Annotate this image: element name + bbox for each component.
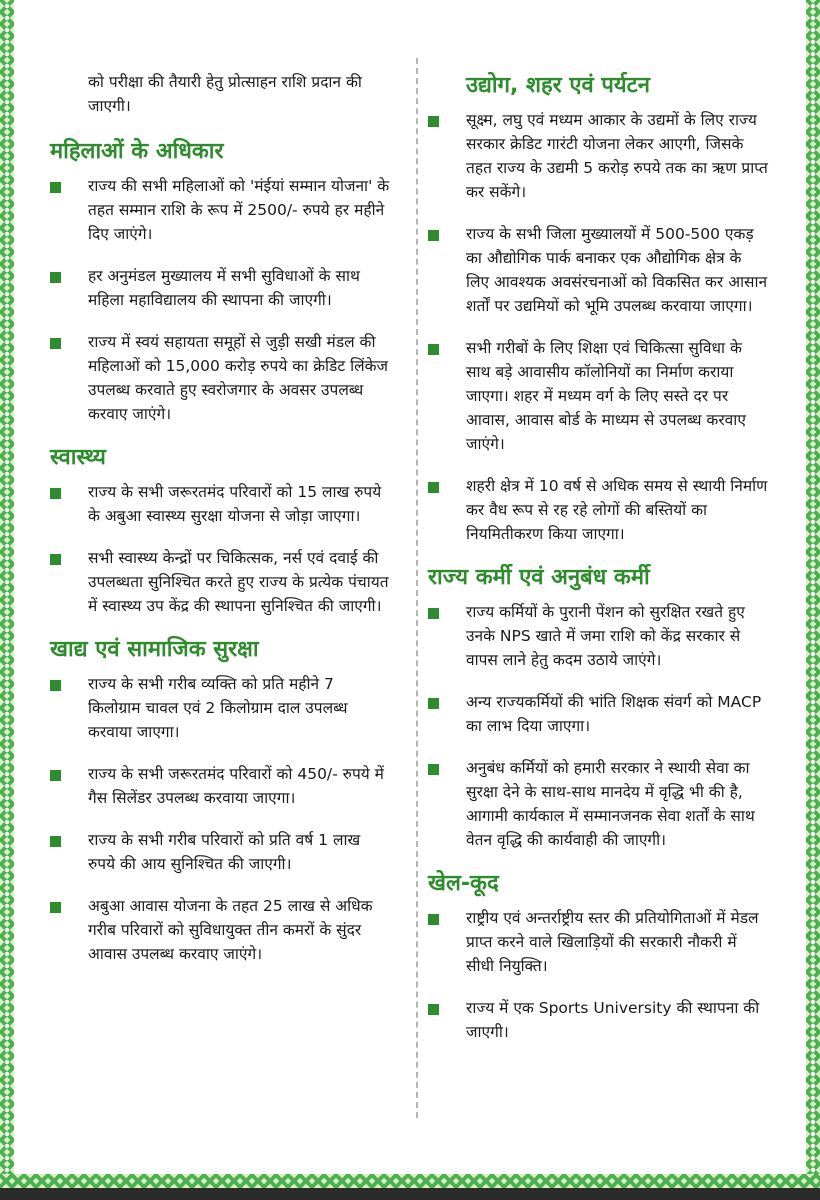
- bullet-square-icon: [428, 764, 439, 775]
- decorative-border-bottom: [0, 1174, 820, 1188]
- section-heading: स्वास्थ्य: [50, 445, 106, 470]
- bullet-square-icon: [428, 608, 439, 619]
- list-item: हर अनुमंडल मुख्यालय में सभी सुविधाओं के साथ महिला महाविद्यालय की स्थापना की जाएगी।: [50, 264, 390, 312]
- list-item: राज्य में स्वयं सहायता समूहों से जुड़ी सखी मंडल की महिलाओं को 15,000 करोड़ रुपये का क्रेडिट लिंकेज उपलब्ध करवाते हुए स्वरोजगार के अवसर उपलब्ध करवाए जाएंगे।: [50, 330, 390, 426]
- list-item: राज्य के सभी जरूरतमंद परिवारों को 450/- रुपये में गैस सिलेंडर उपलब्ध करवाया जाएगा।: [50, 762, 390, 810]
- decorative-border-right: [806, 0, 820, 1188]
- list-item: अन्य राज्यकर्मियों की भांति शिक्षक संवर्ग को MACP का लाभ दिया जाएगा।: [428, 690, 768, 738]
- bullet-square-icon: [428, 914, 439, 925]
- bullet-square-icon: [428, 116, 439, 127]
- list-item: सभी स्वास्थ्य केन्द्रों पर चिकित्सक, नर्स एवं दवाई की उपलब्धता सुनिश्चित करते हुए राज्य के प्रत्येक पंचायत में स्वास्थ्य उप केंद्र की स्थापना सुनिश्चित की जाएगी।: [50, 546, 390, 618]
- bullet-square-icon: [428, 1004, 439, 1015]
- list-item: शहरी क्षेत्र में 10 वर्ष से अधिक समय से स्थायी निर्माण कर वैध रूप से रह रहे लोगों की बस्तियों का नियमितीकरण किया जाएगा।: [428, 474, 768, 546]
- column-divider: [416, 58, 418, 1118]
- decorative-border-left: [0, 0, 14, 1188]
- list-item: राज्य कर्मियों के पुरानी पेंशन को सुरक्षित रखते हुए उनके NPS खाते में जमा राशि को केंद्र सरकार से वापस लाने हेतु कदम उठाये जाएंगे।: [428, 600, 768, 672]
- section-heading: खाद्य एवं सामाजिक सुरक्षा: [50, 637, 259, 662]
- section-heading: उद्योग, शहर एवं पर्यटन: [466, 73, 650, 98]
- list-item: राज्य के सभी गरीब परिवारों को प्रति वर्ष 1 लाख रुपये की आय सुनिश्चित की जाएगी।: [50, 828, 390, 876]
- list-item: अनुबंध कर्मियों को हमारी सरकार ने स्थायी सेवा का सुरक्षा देने के साथ-साथ मानदेय में वृद्धि भी की है, आगामी कार्यकाल में सम्मानजनक सेवा शर्तों के साथ वेतन वृद्धि की कार्यवाही की जाएगी।: [428, 756, 768, 852]
- list-item: राज्य की सभी महिलाओं को 'मंईयां सम्मान योजना' के तहत सम्मान राशि के रूप में 2500/- रुपये हर महीने दिए जाएंगे।: [50, 174, 390, 246]
- bullet-square-icon: [428, 230, 439, 241]
- bullet-square-icon: [50, 338, 61, 349]
- section-food-social-security: [50, 636, 390, 966]
- section-heading: खेल-कूद: [428, 871, 499, 896]
- section-heading: महिलाओं के अधिकार: [50, 139, 224, 164]
- bullet-square-icon: [428, 698, 439, 709]
- bullet-square-icon: [50, 554, 61, 565]
- section-state-contract-employees: [428, 564, 768, 852]
- bottom-bar: [0, 1188, 820, 1200]
- list-item: राज्य के सभी जिला मुख्यालयों में 500-500 एकड़ का औद्योगिक पार्क बनाकर एक औद्योगिक क्षेत्र के लिए आवश्यक अवसंरचनाओं को विकसित कर आसान शर्तों पर उद्यमियों को भूमि उपलब्ध करवाया जाएगा।: [428, 222, 768, 318]
- bullet-square-icon: [50, 770, 61, 781]
- bullet-square-icon: [428, 344, 439, 355]
- section-industry-city-tourism: [428, 72, 768, 546]
- bullet-square-icon: [50, 488, 61, 499]
- bullet-square-icon: [50, 902, 61, 913]
- section-heading: राज्य कर्मी एवं अनुबंध कर्मी: [428, 565, 650, 590]
- left-column: [50, 70, 390, 984]
- list-item: राज्य के सभी जरूरतमंद परिवारों को 15 लाख रुपये के अबुआ स्वास्थ्य सुरक्षा योजना से जोड़ा जाएगा।: [50, 480, 390, 528]
- bullet-square-icon: [50, 836, 61, 847]
- bullet-square-icon: [50, 272, 61, 283]
- right-column: [428, 72, 768, 1062]
- list-item: राज्य के सभी गरीब व्यक्ति को प्रति महीने 7 किलोग्राम चावल एवं 2 किलोग्राम दाल उपलब्ध करवाया जाएगा।: [50, 672, 390, 744]
- section-health: [50, 444, 390, 618]
- list-item: सूक्ष्म, लघु एवं मध्यम आकार के उद्यमों के लिए राज्य सरकार क्रेडिट गारंटी योजना लेकर आएगी, जिसके तहत राज्य के उद्यमी 5 करोड़ रुपये तक का ऋण प्राप्त कर सकेंगे।: [428, 108, 768, 204]
- bullet-square-icon: [428, 482, 439, 493]
- list-item: राष्ट्रीय एवं अन्तर्राष्ट्रीय स्तर की प्रतियोगिताओं में मेडल प्राप्त करने वाले खिलाड़ियों की सरकारी नौकरी में सीधी नियुक्ति।: [428, 906, 768, 978]
- list-item: राज्य में एक Sports University की स्थापना की जाएगी।: [428, 996, 768, 1044]
- list-item: अबुआ आवास योजना के तहत 25 लाख से अधिक गरीब परिवारों को सुविधायुक्त तीन कमरों के सुंदर आवास उपलब्ध करवाए जाएंगे।: [50, 894, 390, 966]
- list-item: सभी गरीबों के लिए शिक्षा एवं चिकित्सा सुविधा के साथ बड़े आवासीय कॉलोनियों का निर्माण कराया जाएगा। शहर में मध्यम वर्ग के लिए सस्ते दर पर आवास, आवास बोर्ड के माध्यम से उपलब्ध करवाए जाएंगे।: [428, 336, 768, 456]
- section-sports: [428, 870, 768, 1044]
- intro-text: को परीक्षा की तैयारी हेतु प्रोत्साहन राशि प्रदान की जाएगी।: [88, 73, 362, 115]
- bullet-square-icon: [50, 680, 61, 691]
- bullet-square-icon: [50, 182, 61, 193]
- section-women-rights: [50, 138, 390, 426]
